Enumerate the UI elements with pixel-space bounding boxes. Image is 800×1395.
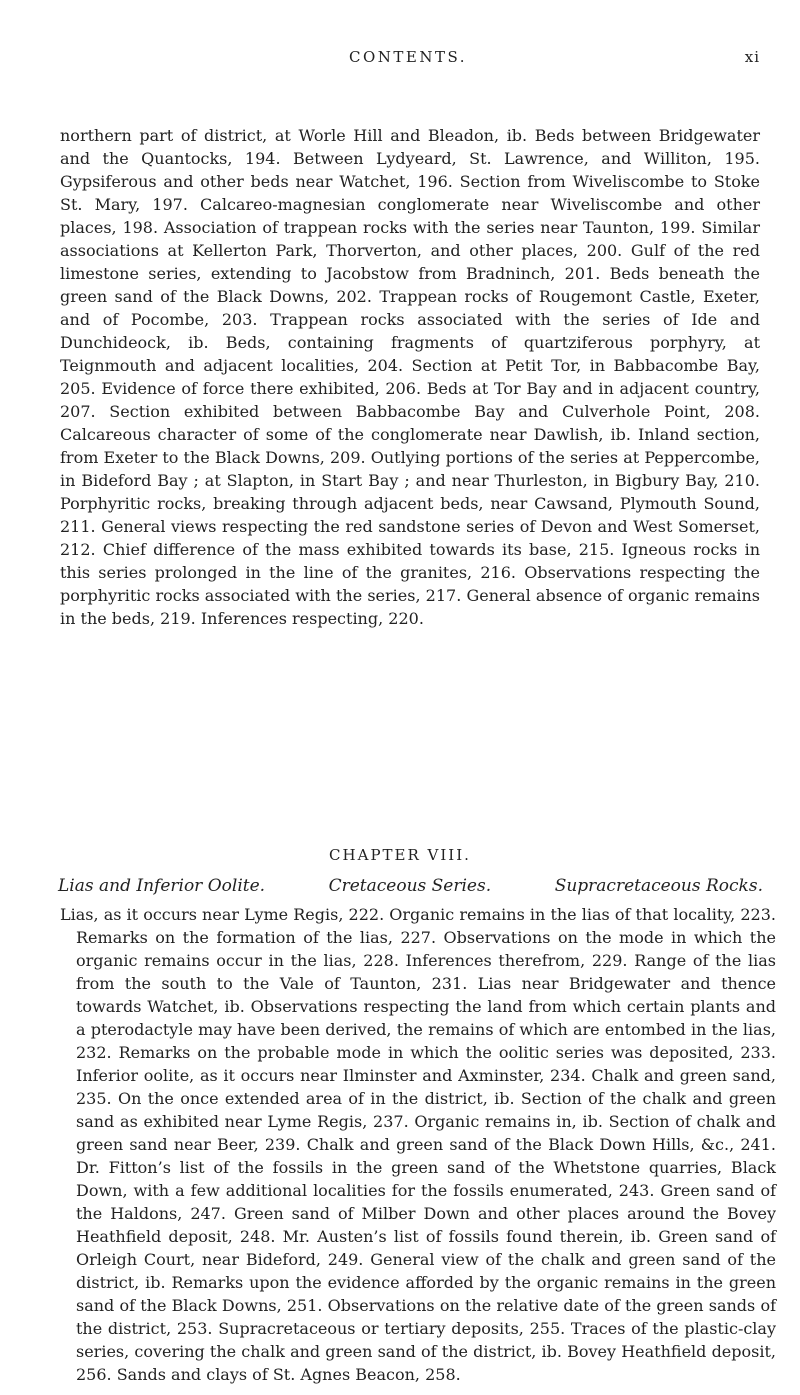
chapter-subtitles bbox=[58, 876, 763, 896]
contents-paragraph-chapter-vii: northern part of district, at Worle Hill and Bleadon, ib. Beds between Bridgewater and the Quantocks, 194. Between Lydyeard, St. Lawrence, and Williton, 195. Gypsiferous and other beds near Watchet, 196. Section from Wiveliscombe to Stoke St. Mary, 197. Calcareo-magnesian conglomerate near Wiveliscombe and other places, 198. Association of trappean rocks with the series near Taunton, 199. Similar associations at Kellerton Park, Thorverton, and other places, 200. Gulf of the red limestone series, extending to Jacobstow from Bradninch, 201. Beds beneath the green sand of the Black Downs, 202. Trappean rocks of Rougemont Castle, Exeter, and of Pocombe, 203. Trappean rocks associated with the series of Ide and Dunchideock, ib. Beds, containing fragments of quartziferous porphyry, at Teignmouth and adjacent localities, 204. Section at Petit Tor, in Babbacombe Bay, 205. Evidence of force there exhibited, 206. Beds at Tor Bay and in adjacent country, 207. Section exhibited between Babbacombe Bay and Culverhole Point, 208. Calcareous character of some of the conglomerate near Dawlish, ib. Inland section, from Exeter to the Black Downs, 209. Outlying portions of the series at Peppercombe, in Bideford Bay ; at Slapton, in Start Bay ; and near Thurleston, in Bigbury Bay, 210. Porphyritic rocks, breaking through adjacent beds, near Cawsand, Plymouth Sound, 211. General views respecting the red sandstone series of Devon and West Somerset, 212. Chief difference of the mass exhibited towards its base, 215. Igneous rocks in this series prolonged in the line of the granites, 216. Observations respecting the porphyritic rocks associated with the series, 217. General absence of organic remains in the beds, 219. Inferences respecting, 220. bbox=[60, 126, 760, 628]
contents-paragraph-chapter-viii: Lias, as it occurs near Lyme Regis, 222. Organic remains in the lias of that locality, 223. Remarks on the formation of the lias, 227. Observations on the mode in which the organic remains occur in the lias, 228. Inferences therefrom, 229. Range of the lias from the south to the Vale of Taunton, 231. Lias near Bridgewater and thence towards Watchet, ib. Observations respecting the land from which certain plants and a pterodactyle may have been derived, the remains of which are entombed in the lias, 232. Remarks on the probable mode in which the oolitic series was deposited, 233. Inferior oolite, as it occurs near Ilminster and Axminster, 234. Chalk and green sand, 235. On the once extended area of in the district, ib. Section of the chalk and green sand as exhibited near Lyme Regis, 237. Organic remains in, ib. Section of chalk and green sand near Beer, 239. Chalk and green sand of the Black Down Hills, &c., 241. Dr. Fitton’s list of the fossils in the green sand of the Whetstone quarries, Black Down, with a few additional localities for the fossils enumerated, 243. Green sand of the Haldons, 247. Green sand of Milber Down and other places around the Bovey Heathfield deposit, 248. Mr. Austen’s list of fossils found therein, ib. Green sand of Orleigh Court, near Bideford, 249. General view of the chalk and green sand of the district, ib. Remarks upon the evidence afforded by the organic remains in the green sand of the Black Downs, 251. Observations on the relative date of the green sands of the district, 253. Supracretaceous or tertiary deposits, 255. Traces of the plastic-clay series, covering the chalk and green sand of the district, ib. Bovey Heathfield deposit, 256. Sands and clays of St. Agnes Beacon, 258. bbox=[60, 905, 776, 1384]
subtitle-supracretaceous: Supracretaceous Rocks. bbox=[554, 876, 763, 896]
chapter-heading: CHAPTER VIII. bbox=[329, 846, 471, 864]
subtitle-lias: Lias and Inferior Oolite. bbox=[58, 876, 266, 896]
running-title: CONTENTS. bbox=[349, 48, 467, 66]
page-number: xi bbox=[744, 48, 760, 66]
page-header bbox=[56, 48, 760, 78]
subtitle-cretaceous: Cretaceous Series. bbox=[328, 876, 492, 896]
